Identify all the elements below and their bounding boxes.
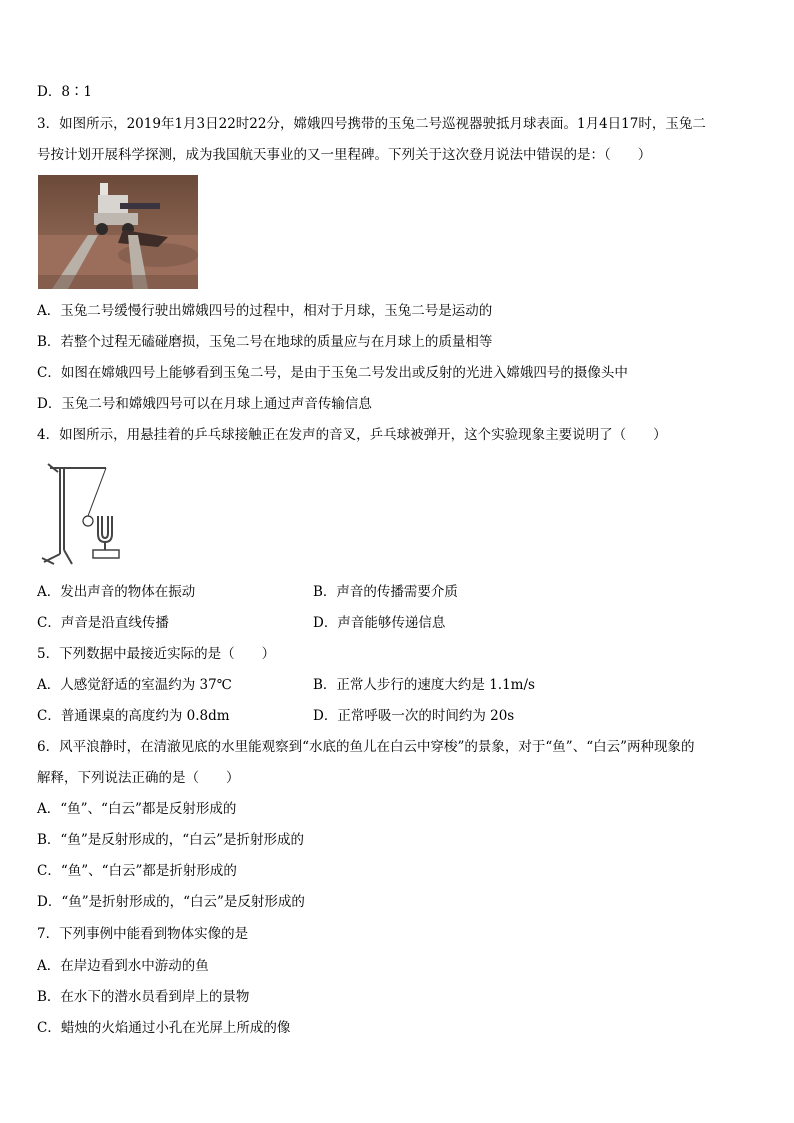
q7-option-b: B．在水下的潜水员看到岸上的景物 [37, 989, 250, 1005]
q4-option-d: D．声音能够传递信息 [313, 615, 446, 631]
q6-option-a: A．“鱼”、“白云”都是反射形成的 [37, 801, 237, 817]
q4-option-c: C．声音是沿直线传播 [37, 615, 169, 631]
q4-option-b: B．声音的传播需要介质 [313, 584, 458, 600]
q7-stem: 7．下列事例中能看到物体实像的是 [37, 926, 249, 942]
q3-stem-line2: 号按计划开展科学探测，成为我国航天事业的又一里程碑。下列关于这次登月说法中错误的是：（ ） [37, 147, 652, 163]
q7-option-c: C．蜡烛的火焰通过小孔在光屏上所成的像 [37, 1020, 291, 1036]
q5-option-a: A．人感觉舒适的室温约为 37℃ [37, 677, 232, 693]
q3-option-a: A．玉兔二号缓慢行驶出嫦娥四号的过程中，相对于月球，玉兔二号是运动的 [37, 303, 493, 319]
q2-option-d: D．8∶1 [37, 84, 93, 100]
q3-option-b: B．若整个过程无磕碰磨损，玉兔二号在地球的质量应与在月球上的质量相等 [37, 334, 493, 350]
q6-stem-line2: 解释，下列说法正确的是（ ） [37, 770, 240, 786]
q3-option-c: C．如图在嫦娥四号上能够看到玉兔二号，是由于玉兔二号发出或反射的光进入嫦娥四号的摄像头中 [37, 365, 628, 381]
q5-option-d: D．正常呼吸一次的时间约为 20s [313, 708, 515, 724]
q6-stem-line1: 6．风平浪静时，在清澈见底的水里能观察到“水底的鱼儿在白云中穿梭”的景象，对于“鱼”、“白云”两种现象的 [37, 739, 695, 755]
q3-stem-line1: 3．如图所示，2019年1月3日22时22分，嫦娥四号携带的玉兔二号巡视器驶抵月球表面。1月4日17时，玉兔二 [37, 116, 706, 132]
q6-option-c: C．“鱼”、“白云”都是折射形成的 [37, 863, 237, 879]
q4-stem: 4．如图所示，用悬挂着的乒乓球接触正在发声的音叉，乒乓球被弹开，这个实验现象主要说明了（ ） [37, 427, 667, 443]
q5-stem: 5．下列数据中最接近实际的是（ ） [37, 646, 276, 662]
q5-option-c: C．普通课桌的高度约为 0.8dm [37, 708, 230, 724]
q3-option-d: D．玉兔二号和嫦娥四号可以在月球上通过声音传输信息 [37, 396, 372, 412]
q7-option-a: A．在岸边看到水中游动的鱼 [37, 958, 209, 974]
q6-option-b: B．“鱼”是反射形成的，“白云”是折射形成的 [37, 832, 305, 848]
q6-option-d: D．“鱼”是折射形成的，“白云”是反射形成的 [37, 894, 305, 910]
lunar-rover-photo [38, 175, 198, 289]
q5-option-b: B．正常人步行的速度大约是 1.1m/s [313, 677, 535, 693]
tuning-fork-figure [38, 458, 128, 568]
q4-option-a: A．发出声音的物体在振动 [37, 584, 196, 600]
